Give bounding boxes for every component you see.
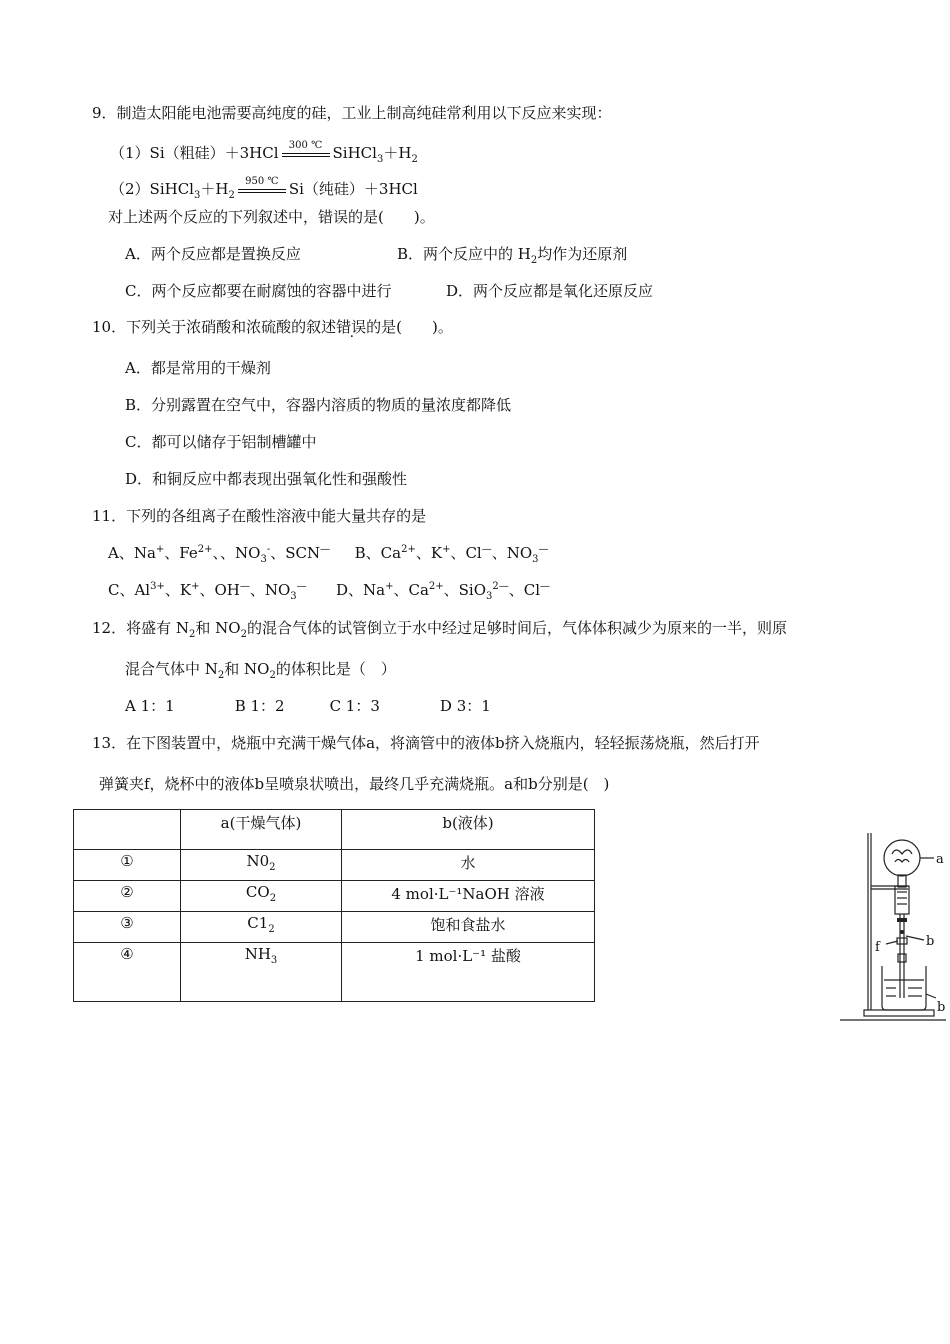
row-gas-text: CO bbox=[245, 883, 270, 901]
table-header-a: a(干燥气体) bbox=[181, 810, 342, 850]
row-gas bbox=[181, 943, 342, 1002]
q12-line-1-c: 的混合气体的试管倒立于水中经过足够时间后，气体体积减少为原来的一半，则原 bbox=[246, 619, 787, 637]
q12-line-1: 12．将盛有 $N_2$和 $NO_2$的混合气体的试管倒立于水中经过足够时间后，气体体积减少为原来的一半，则原 bbox=[92, 619, 787, 640]
row-number: ④ bbox=[74, 943, 181, 1002]
q13-table bbox=[73, 809, 595, 1002]
q9-r1-reactants: （1）Si（粗硅）＋3HCl bbox=[110, 144, 279, 162]
row-gas-sub: 2 bbox=[269, 893, 277, 904]
q12-options: A 1：1 B 1：2 C 1：3 D 3：1 bbox=[125, 697, 491, 715]
row-liquid: 水 bbox=[342, 850, 595, 881]
row-liquid: 4 mol·L⁻¹NaOH 溶液 bbox=[342, 881, 595, 912]
q10-stem-tail: 的是( )。 bbox=[366, 318, 453, 336]
q9-r2-products: Si（纯硅）＋3HCl bbox=[288, 180, 418, 198]
q9-r2-condition: 950 ℃ bbox=[245, 176, 279, 187]
q10-option-c: C．都可以储存于铝制槽罐中 bbox=[125, 433, 317, 451]
q11-options-ab: A、Na+、$Fe^{2+}$、、$NO_3^-$、SCN— B、$Ca^{2+}$、K+、Cl—、$NO_3^—$ bbox=[108, 544, 549, 565]
figure-label-a: a bbox=[936, 852, 944, 867]
q12-line-2-b: 和 NO bbox=[224, 660, 270, 678]
q9-option-c: C．两个反应都要在耐腐蚀的容器中进行 bbox=[125, 282, 392, 300]
q9-r2-reactant: （2）SiHCl bbox=[110, 180, 194, 198]
q9-option-a: A．两个反应都是置换反应 bbox=[125, 245, 301, 263]
q12-line-1-a: 12．将盛有 N bbox=[92, 619, 189, 637]
figure-label-f: f bbox=[875, 940, 880, 955]
q9-reaction-1: （1）Si（粗硅）＋3HCl 300 ℃ $SiHCl_3+H_2$ bbox=[110, 143, 418, 164]
row-gas-text: N0 bbox=[246, 852, 270, 870]
row-gas bbox=[181, 881, 342, 912]
q10-stem bbox=[92, 317, 453, 337]
q10-option-b: B．分别露置在空气中，容器内溶质的物质的量浓度都降低 bbox=[125, 396, 512, 414]
row-gas bbox=[181, 912, 342, 943]
row-number: ① bbox=[74, 850, 181, 881]
q9-option-d: D．两个反应都是氧化还原反应 bbox=[446, 282, 654, 300]
q13-line-2: 弹簧夹f，烧杯中的液体b呈喷泉状喷出，最终几乎充满烧瓶。a和b分别是( ) bbox=[99, 775, 610, 793]
figure-label-b-beaker: b bbox=[937, 1000, 946, 1015]
table-header-row bbox=[74, 810, 595, 850]
q12-line-2-c: 的体积比是（ ） bbox=[275, 660, 396, 678]
q9-r1-product-tail: ＋H bbox=[383, 144, 412, 162]
fountain-apparatus-figure bbox=[838, 828, 950, 1024]
q9-option-b: B．两个反应中的 $H_2$均作为还原剂 bbox=[397, 245, 628, 266]
row-liquid: 饱和食盐水 bbox=[342, 912, 595, 943]
q10-option-a: A．都是常用的干燥剂 bbox=[125, 359, 271, 377]
q9-r1-product: SiHCl bbox=[332, 144, 377, 162]
q11-options-cd: C、$Al^{3+}$、K+、OH—、$NO_3^—$ D、Na+、$Ca^{2+}$、SiO$_3^{2—}$、Cl— bbox=[108, 581, 551, 602]
table-header-empty bbox=[74, 810, 181, 850]
q12-line-1-b: 和 NO bbox=[195, 619, 241, 637]
figure-label-b-dropper: b bbox=[926, 934, 935, 949]
q10-stem-text: 10．下列关于浓硝酸和浓硫酸的叙述 bbox=[92, 318, 337, 336]
q10-option-d: D．和铜反应中都表现出强氧化性和强酸性 bbox=[125, 470, 408, 488]
q12-line-2: 混合气体中 $N_2$和 $NO_2$的体积比是（ ） bbox=[125, 660, 396, 681]
q12-line-2-a: 混合气体中 N bbox=[125, 660, 218, 678]
reaction-arrow bbox=[280, 140, 332, 164]
row-number: ② bbox=[74, 881, 181, 912]
row-gas-text: C1 bbox=[247, 914, 269, 932]
q9-option-b-text: B．两个反应中的 H bbox=[397, 245, 531, 263]
row-liquid: 1 mol·L⁻¹ 盐酸 bbox=[342, 943, 595, 1002]
row-gas-sub: 2 bbox=[268, 924, 275, 935]
table-row bbox=[74, 881, 595, 912]
q9-question: 对上述两个反应的下列叙述中，错误的是( )。 bbox=[108, 208, 435, 226]
q9-r2-reactant-mid: ＋H bbox=[200, 180, 229, 198]
table-header-b: b(液体) bbox=[342, 810, 595, 850]
q11-stem: 11．下列的各组离子在酸性溶液中能大量共存的是 bbox=[92, 507, 427, 525]
q10-emphasis: 错误 bbox=[336, 318, 367, 336]
row-gas bbox=[181, 850, 342, 881]
row-gas-sub: 3 bbox=[270, 955, 278, 966]
table-row bbox=[74, 850, 595, 881]
q13-line-1: 13．在下图装置中，烧瓶中充满干燥气体a，将滴管中的液体b挤入烧瓶内，轻轻振荡烧瓶，然后打开 bbox=[92, 734, 760, 752]
table-row bbox=[74, 943, 595, 1002]
row-gas-text: NH bbox=[244, 945, 271, 963]
q9-r1-condition: 300 ℃ bbox=[288, 140, 323, 151]
row-number: ③ bbox=[74, 912, 181, 943]
q9-stem: 9．制造太阳能电池需要高纯度的硅，工业上制高纯硅常利用以下反应来实现： bbox=[92, 104, 612, 122]
table-row bbox=[74, 912, 595, 943]
row-gas-sub: 2 bbox=[269, 862, 276, 873]
q9-option-b-tail: 均作为还原剂 bbox=[537, 245, 628, 263]
reaction-arrow bbox=[236, 176, 288, 200]
q9-reaction-2: $(2)SiHCl_3+H_2$ 950 ℃ Si（纯硅）＋3HCl bbox=[110, 179, 418, 200]
